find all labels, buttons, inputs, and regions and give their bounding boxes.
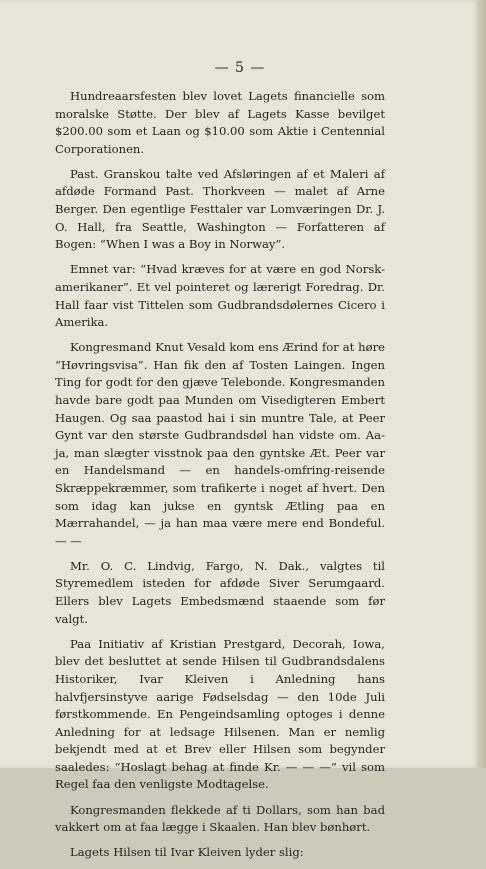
paragraph-4: Kongresmand Knut Vesald kom ens Ærind for at høre “Høvringsvisa”. Han fik den af Tosten Laingen. Ingen Ting for godt for den gjæve Telebonde. Kongresmanden havde bare godt paa Munden om Visedigteren Embert Haugen. Og saa paastod hai i sin muntre Tale, at Peer Gynt var den største Gudbrandsdøl han vidste om. Aa-ja, man slægter visstnok paa den gyntske Æt. Peer var en Handelsmand — en handels-omfring-reisende Skræppekræmmer, som trafikerte i noget af hvert. Den som idag kan jukse en gyntsk Ætling paa en Mærrahandel, — ja han maa være mere end Bondeful. — — bbox=[55, 340, 385, 548]
paragraph-3: Emnet var: “Hvad kræves for at være en god Norsk-amerikaner”. Et vel pointeret og lærerigt Foredrag. Dr. Hall faar vist Tittelen som Gudbrandsdølernes Cicero i Amerika. bbox=[55, 262, 385, 330]
paragraph-1: Hundreaarsfesten blev lovet Lagets financielle som moralske Støtte. Der blev af Lagets Kasse bevilget $200.00 som et Laan og $10.00 som Aktie i Centennial Corporationen. bbox=[55, 89, 385, 156]
paragraph-5: Mr. O. C. Lindvig, Fargo, N. Dak., valgtes til Styremedlem isteden for afdøde Siver Serumgaard. Ellers blev Lagets Embedsmænd staaende som før valgt. bbox=[55, 558, 385, 626]
body-text bbox=[55, 88, 385, 869]
page-edge bbox=[476, 0, 486, 768]
paragraph-2: Past. Granskou talte ved Afsløringen af et Maleri af afdøde Formand Past. Thorkveen — malet af Arne Berger. Den egentlige Festtaler var Lomværingen Dr. J. O. Hall, fra Seattle, Washington — Forfatteren af Bogen: “When I was a Boy in Norway”. bbox=[55, 166, 385, 252]
paragraph-6: Paa Initiativ af Kristian Prestgard, Decorah, Iowa, blev det besluttet at sende Hilsen til Gudbrandsdalens Historiker, Ivar Kleiven i Anledning hans halvfjersinstyve aarige Fødselsdag — den 10de Juli førstkommende. En Pengeindsamling optoges i denne Anledning for at ledsage Hilsenen. Man er nemlig bekjendt med at et Brev eller Hilsen som begynder saaledes: “Hoslagt behag at finde Kr. — — —” vil som Regel faa den venligste Modtagelse. bbox=[55, 636, 385, 792]
page-number: — 5 — bbox=[214, 60, 266, 76]
paragraph-7: Kongresmanden flekkede af ti Dollars, som han bad vakkert om at faa lægge i Skaalen. Han blev bønhørt. bbox=[55, 802, 385, 835]
paragraph-8: Lagets Hilsen til Ivar Kleiven lyder slig: bbox=[70, 845, 304, 860]
